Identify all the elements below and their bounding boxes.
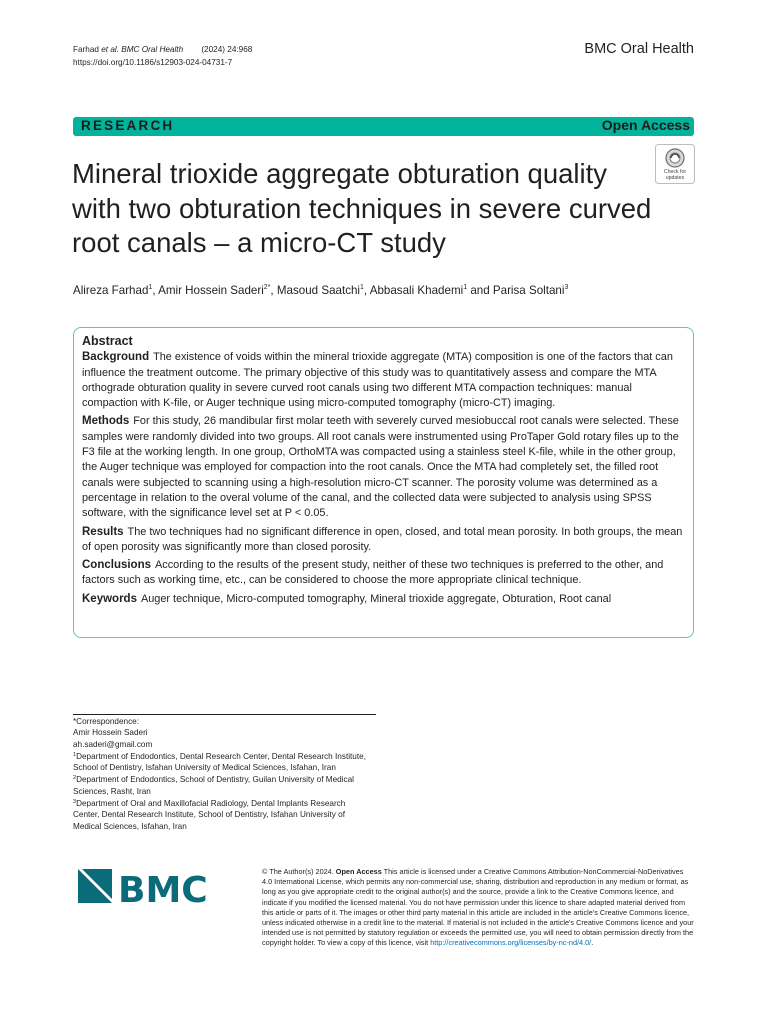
journal-name: BMC Oral Health [584, 41, 694, 57]
bmc-logo-icon [78, 867, 218, 907]
citation-year: (2024) 24:968 [201, 45, 253, 54]
affiliation-item: $^3$Department of Oral and Maxillofacial Radiology, Dental Implants Research Center, Dental Research Institute, School of Dentistry, Isfahan University of Medical Sciences, Isfahan, Iran [73, 799, 346, 831]
citation-header [73, 44, 252, 69]
footnotes [73, 716, 373, 832]
section-label: RESEARCH [81, 118, 175, 133]
author-affiliation: 2* [263, 284, 271, 291]
correspondence-email[interactable]: ah.saderi@gmail.com [73, 739, 153, 749]
abstract-title: Abstract [82, 334, 133, 348]
citation-etal: et al. BMC Oral Health [101, 45, 184, 54]
abstract-heading: Keywords [82, 592, 137, 605]
citation-line [73, 44, 252, 57]
author-list: Alireza Farhad$^1$, Amir Hossein Saderi$^{2*}$, Masoud Saatchi$^1$, Abbasali Khademi$^1$ and Parisa Soltani$^3$ [73, 284, 569, 297]
author-name: Parisa Soltani [492, 284, 565, 297]
author-affiliation: 1 [148, 284, 153, 291]
author-name: Masoud Saatchi [276, 284, 361, 297]
citation-authors: Farhad [73, 45, 102, 54]
abstract-text: According to the results of the present study, neither of these two techniques is preferred to the other, and factors such as working time, etc., can be considered to choose the more appropriate clinical technique. [82, 559, 664, 587]
abstract-text: The two techniques had no significant difference in open, closed, and total mean porosity. In both groups, the mean of open porosity was significantly more than closed porosity. [82, 525, 683, 553]
abstract-methods [82, 414, 687, 521]
author-affiliation: 1 [463, 284, 468, 291]
license-link[interactable]: http://creativecommons.org/licenses/by-nc-nd/4.0/ [430, 938, 592, 948]
affiliation-item: $^2$Department of Endodontics, School of Dentistry, Guilan University of Medical Sciences, Rasht, Iran [73, 775, 354, 796]
footnote-divider [73, 714, 376, 715]
author-name: Abbasali Khademi [369, 284, 464, 297]
author-affiliation: 1 [360, 284, 364, 291]
correspondence-label: *Correspondence: [73, 717, 139, 726]
abstract-background [82, 350, 687, 411]
correspondence-name: Amir Hossein Saderi [73, 728, 148, 738]
abstract-content [82, 334, 687, 610]
abstract-heading: Methods [82, 415, 130, 428]
abstract-results [82, 525, 687, 556]
research-banner [73, 117, 694, 136]
abstract-text: The existence of voids within the mineral trioxide aggregate (MTA) composition is one of the factors that can influence the treatment outcome. The primary objective of this study was to quantitatively assess and compare the MTA orthograde obturation quality in severe curved root canals using two different MTA compaction techniques: manual compaction with K-file, or Auger technique using micro-computed tomography (micro-CT) imaging. [82, 351, 673, 410]
abstract-text: For this study, 26 mandibular first molar teeth with severely curved mesiobuccal root canals were selected. These samples were randomly divided into two groups. All root canals were instrumented using ProTaper Gold rotary files up to the F3 file at the working length. In one group, OrthoMTA was compacted using a stainless steel K-file, while in the other group, the Auger technique was employed for compaction into the root canals. Once the MTA had completely set, the filled root canals were subjected to scanning using a high-resolution micro-CT scanner. The porosity volume was determined as a percentage in relation to the overal volume of the canal, and the collected data were subjected to analysis using SPSS software, with the significance level set at P < 0.05. [82, 415, 679, 520]
abstract-text: Auger technique, Micro-computed tomography, Mineral trioxide aggregate, Obturation, Root canal [140, 592, 612, 605]
affiliation-item: $^1$Department of Endodontics, Dental Research Center, Dental Research Institute, School of Dentistry, Isfahan University of Medical Sciences, Isfahan, Iran [73, 751, 366, 773]
author-name: Alireza Farhad [73, 284, 149, 297]
abstract-conclusions [82, 558, 687, 589]
author-affiliation: 3 [564, 284, 569, 291]
open-access-label: Open Access [601, 117, 690, 133]
author-name: Amir Hossein Saderi [158, 284, 264, 297]
check-for-updates-icon[interactable] [655, 144, 695, 184]
badge-line1: Check for [663, 169, 687, 175]
abstract-heading: Conclusions [82, 559, 152, 572]
abstract-heading: Results [82, 525, 124, 538]
article-title: Mineral trioxide aggregate obturation quality with two obturation techniques in severe curved root canals – a micro-CT study [72, 158, 652, 258]
badge-line2: updates [665, 175, 685, 181]
abstract-box [73, 327, 694, 638]
license-text: © The Author(s) 2024. Open Access This article is licensed under a Creative Commons Attribution-NonCommercial-NoDerivatives 4.0 International License, which permits any non-commercial use, sharing, distribution and reproduction in any medium or format, as long as you give appropriate credit to the original author(s) and the source, provide a link to the Creative Commons licence, and indicate if you modified the licensed material. You do not have permission under this licence to share adapted material derived from this article or parts of it. The images or other third party material in this article are included in the article's Creative Commons licence, unless indicated otherwise in a credit line to the material. If material is not included in the article's Creative Commons licence and your intended use is not permitted by statutory regulation or exceeds the permitted use, you will need to obtain permission directly from the copyright holder. To view a copy of this licence, visit http://creativecommons.org/licenses/by-nc-nd/4.0/. [262, 867, 694, 948]
bmc-logo-text: BMC [118, 870, 208, 907]
abstract-heading: Background [82, 351, 150, 364]
abstract-keywords [82, 592, 687, 607]
doi-link[interactable]: https://doi.org/10.1186/s12903-024-04731-7 [73, 57, 233, 67]
